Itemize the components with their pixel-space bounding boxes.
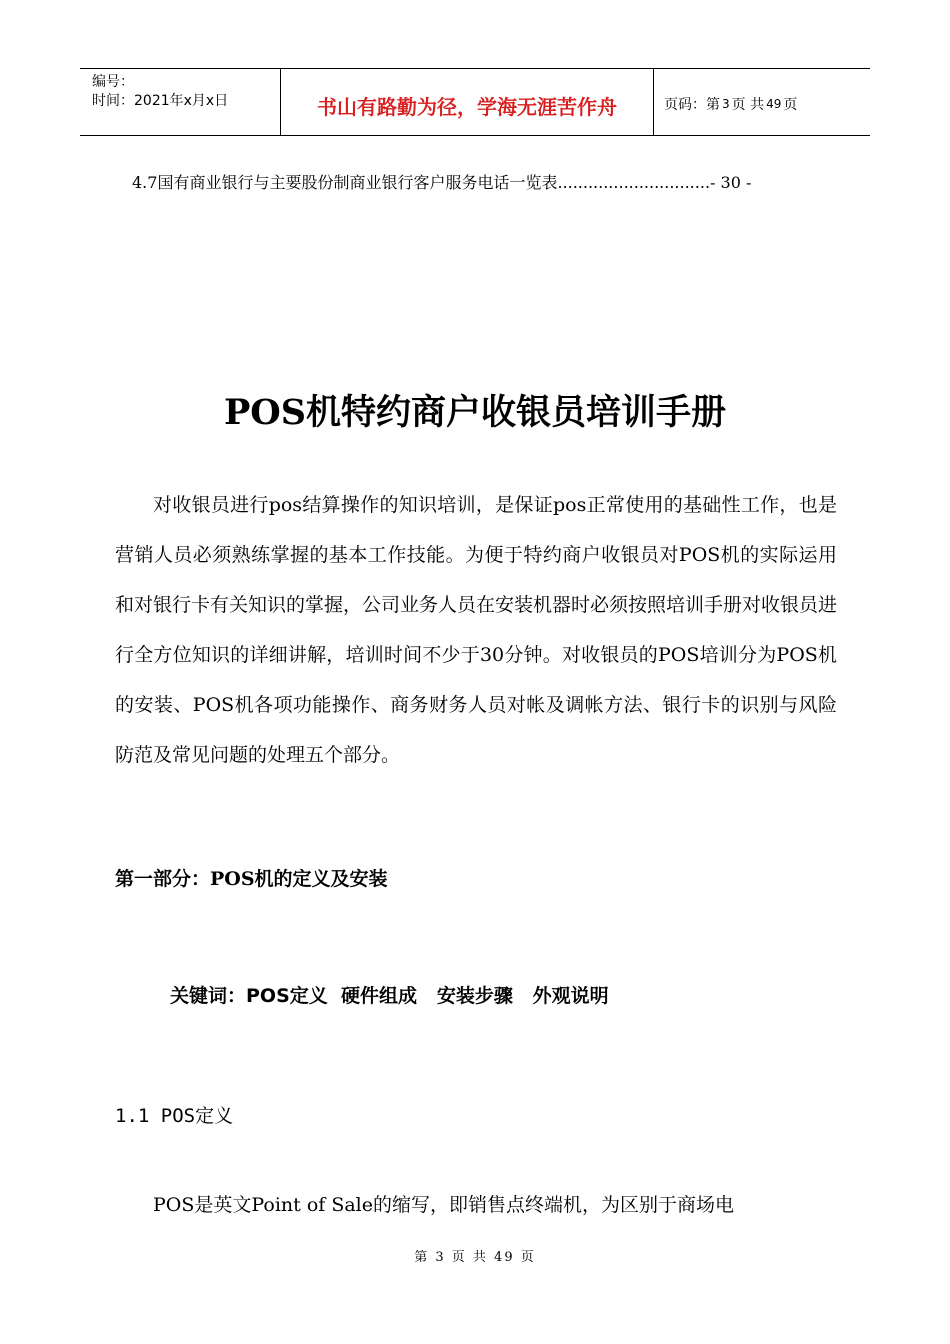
page-mid: 页 共 bbox=[731, 97, 765, 113]
page-prefix: 页码：第 bbox=[664, 97, 720, 113]
subsection-heading: 1.1 POS定义 bbox=[115, 1105, 234, 1127]
toc-entry[interactable]: 4.7国有商业银行与主要股份制商业银行客户服务电话一览表..............................- 30 - bbox=[132, 173, 752, 192]
document-title: POS机特约商户收银员培训手册 bbox=[223, 392, 727, 433]
page-footer: 第 3 页 共 49 页 bbox=[414, 1250, 536, 1265]
header-motto: 书山有路勤为径，学海无涯苦作舟 bbox=[281, 69, 654, 135]
page-total: 49 bbox=[766, 97, 782, 111]
header-meta bbox=[80, 69, 281, 135]
section-heading: 第一部分：POS机的定义及安装 bbox=[115, 868, 388, 890]
page-header bbox=[80, 68, 870, 136]
intro-paragraph: 对收银员进行pos结算操作的知识培训，是保证pos正常使用的基础性工作，也是营销人员必须熟练掌握的基本工作技能。为便于特约商户收银员对POS机的实际运用和对银行卡有关知识的掌握，公司业务人员在安装机器时必须按照培训手册对收银员进行全方位知识的详细讲解，培训时间不少于30分钟。对收银员的POS培训分为POS机的安装、POS机各项功能操作、商务财务人员对帐及调帐方法、银行卡的识别与风险防范及常见问题的处理五个部分。 bbox=[115, 494, 838, 766]
subsection-paragraph: POS是英文Point of Sale的缩写，即销售点终端机，为区别于商场电 bbox=[153, 1194, 734, 1216]
page-suffix: 页 bbox=[783, 97, 798, 113]
time-label: 时间：2021年x月x日 bbox=[92, 93, 229, 109]
keywords-line: 关键词：POS定义 硬件组成 安装步骤 外观说明 bbox=[170, 985, 609, 1007]
code-label: 编号： bbox=[92, 74, 134, 90]
header-page-number bbox=[654, 69, 870, 135]
page-current: 3 bbox=[722, 97, 730, 111]
